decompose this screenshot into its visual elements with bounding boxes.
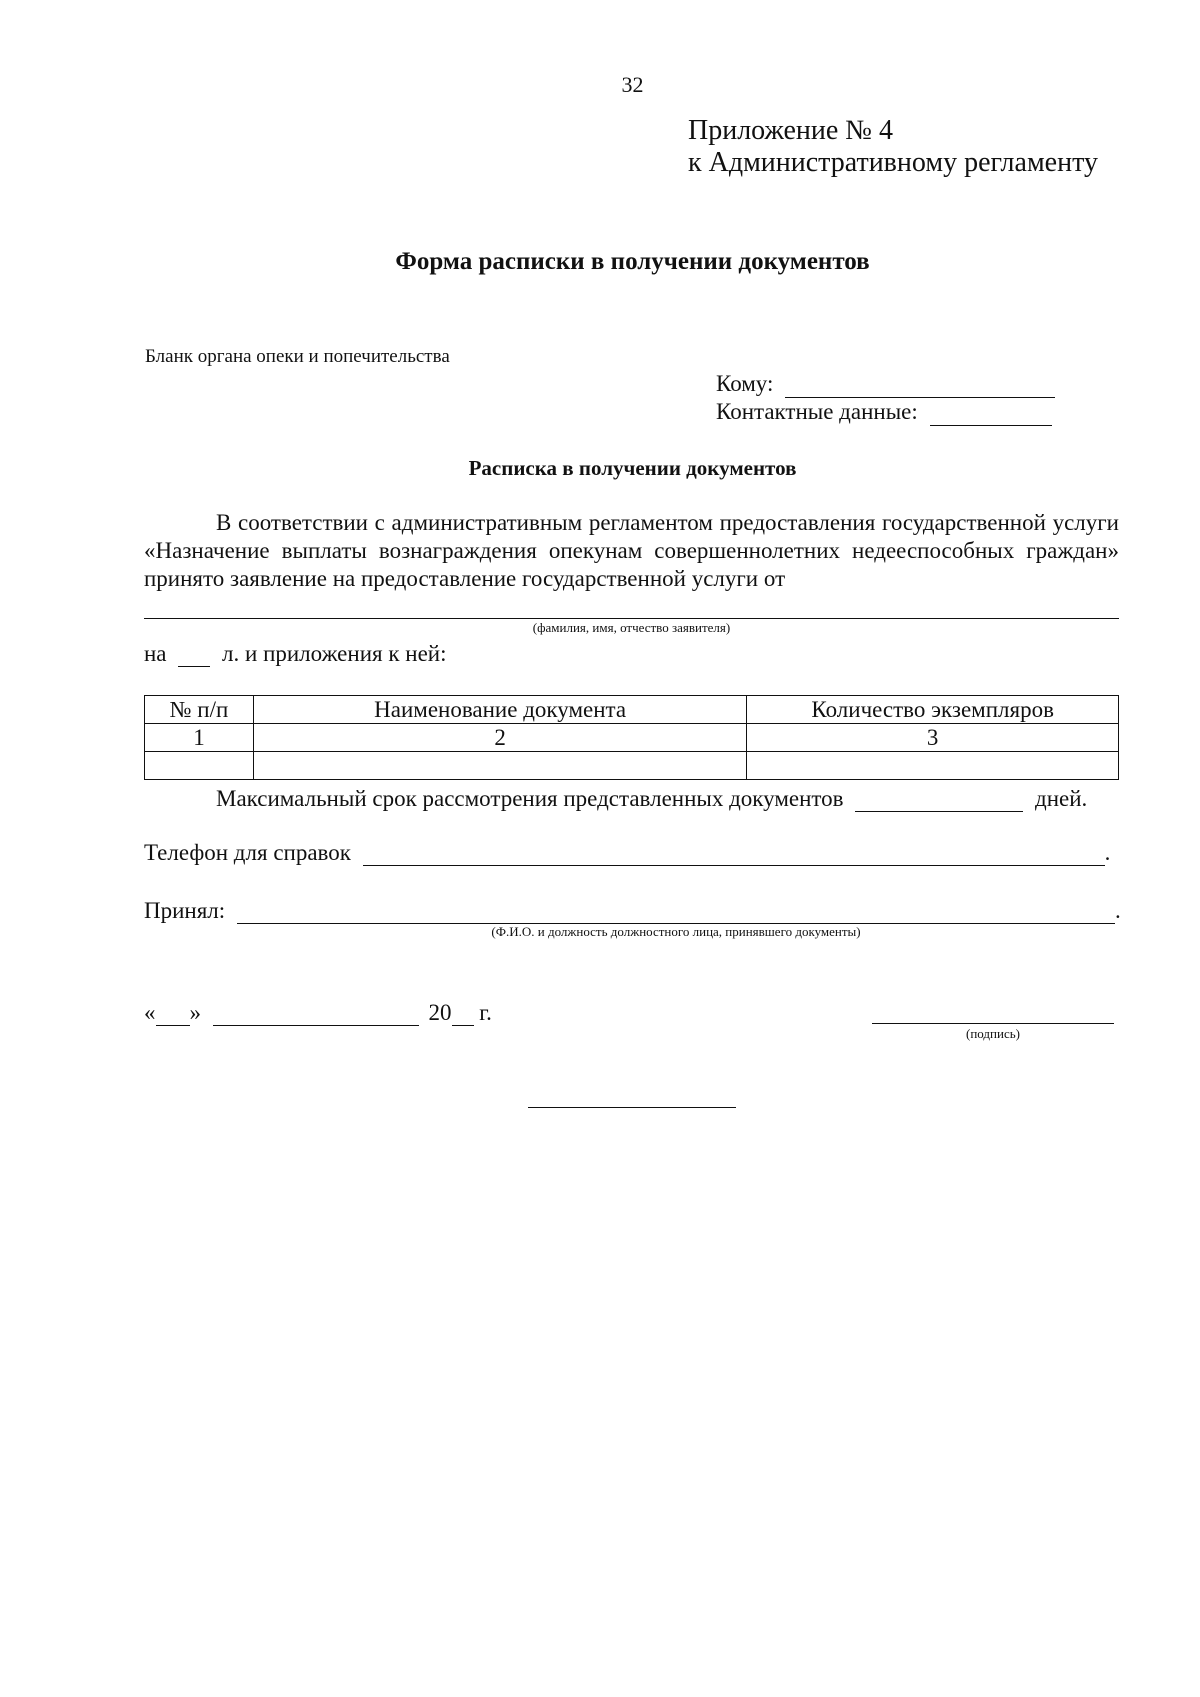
table-cell[interactable] <box>145 752 254 780</box>
date-open-quote: « <box>144 1000 156 1025</box>
max-term-field[interactable] <box>855 789 1023 812</box>
sheets-suffix: л. и приложения к ней: <box>222 641 447 666</box>
accepted-field[interactable] <box>237 901 1115 924</box>
day-field[interactable] <box>156 1003 190 1026</box>
max-term-row <box>216 786 1087 812</box>
table-header-row <box>145 696 1119 724</box>
signature-field[interactable] <box>872 1023 1114 1024</box>
sheets-count-field[interactable] <box>178 644 210 667</box>
table-row <box>145 724 1119 752</box>
contacts-row <box>716 398 1055 426</box>
documents-table <box>144 695 1119 780</box>
authority-blank-label: Бланк органа опеки и попечительства <box>145 346 450 367</box>
table-cell: 1 <box>145 724 254 752</box>
table-header-cell: Количество экземпляров <box>747 696 1119 724</box>
appendix-title: Приложение № 4 <box>688 115 893 146</box>
table-cell: 2 <box>253 724 746 752</box>
receipt-title: Расписка в получении документов <box>468 456 797 480</box>
table-cell[interactable] <box>253 752 746 780</box>
table-cell: 3 <box>747 724 1119 752</box>
phone-period: . <box>1104 840 1111 865</box>
contacts-field[interactable] <box>930 403 1052 426</box>
document-title: Форма расписки в получении документов <box>395 248 870 275</box>
recipient-block <box>716 370 1055 426</box>
table-header-cell: № п/п <box>145 696 254 724</box>
applicant-name-field[interactable] <box>144 618 1119 619</box>
accepted-period: . <box>1114 898 1121 923</box>
recipient-label: Кому: <box>716 371 774 396</box>
table-row <box>145 752 1119 780</box>
table-header-cell: Наименование документа <box>253 696 746 724</box>
date-row <box>144 1000 492 1026</box>
sheets-row <box>144 641 446 667</box>
contacts-label: Контактные данные: <box>716 399 918 424</box>
page-number: 32 <box>621 72 644 97</box>
appendix-reference: к Административному регламенту <box>688 147 1098 178</box>
year-suffix: г. <box>479 1000 492 1025</box>
phone-label: Телефон для справок <box>144 840 351 865</box>
appendix-header <box>688 115 1098 179</box>
signature-caption: (подпись) <box>966 1026 1020 1041</box>
phone-row <box>144 840 1110 866</box>
max-term-suffix: дней. <box>1035 786 1088 811</box>
end-divider <box>528 1107 736 1108</box>
max-term-label: Максимальный срок рассмотрения представленных документов <box>216 786 844 811</box>
year-prefix: 20 <box>428 1000 452 1025</box>
receipt-paragraph <box>144 509 1119 593</box>
date-close-quote: » <box>189 1000 201 1025</box>
accepted-caption: (Ф.И.О. и должность должностного лица, принявшего документы) <box>491 924 861 939</box>
phone-field[interactable] <box>363 843 1105 866</box>
year-field[interactable] <box>452 1003 474 1026</box>
accepted-row <box>144 898 1121 924</box>
receipt-paragraph-text: В соответствии с административным регламентом предоставления государственной услуги «Назначение выплаты вознаграждения опекунам совершеннолетних недееспособных граждан» принято заявление на предоставление государственной услуги от <box>144 510 1119 591</box>
accepted-label: Принял: <box>144 898 226 923</box>
recipient-row <box>716 370 1055 398</box>
sheets-prefix: на <box>144 641 167 666</box>
applicant-caption: (фамилия, имя, отчество заявителя) <box>532 620 731 635</box>
recipient-field[interactable] <box>785 375 1055 398</box>
table-cell[interactable] <box>747 752 1119 780</box>
month-field[interactable] <box>213 1003 419 1026</box>
